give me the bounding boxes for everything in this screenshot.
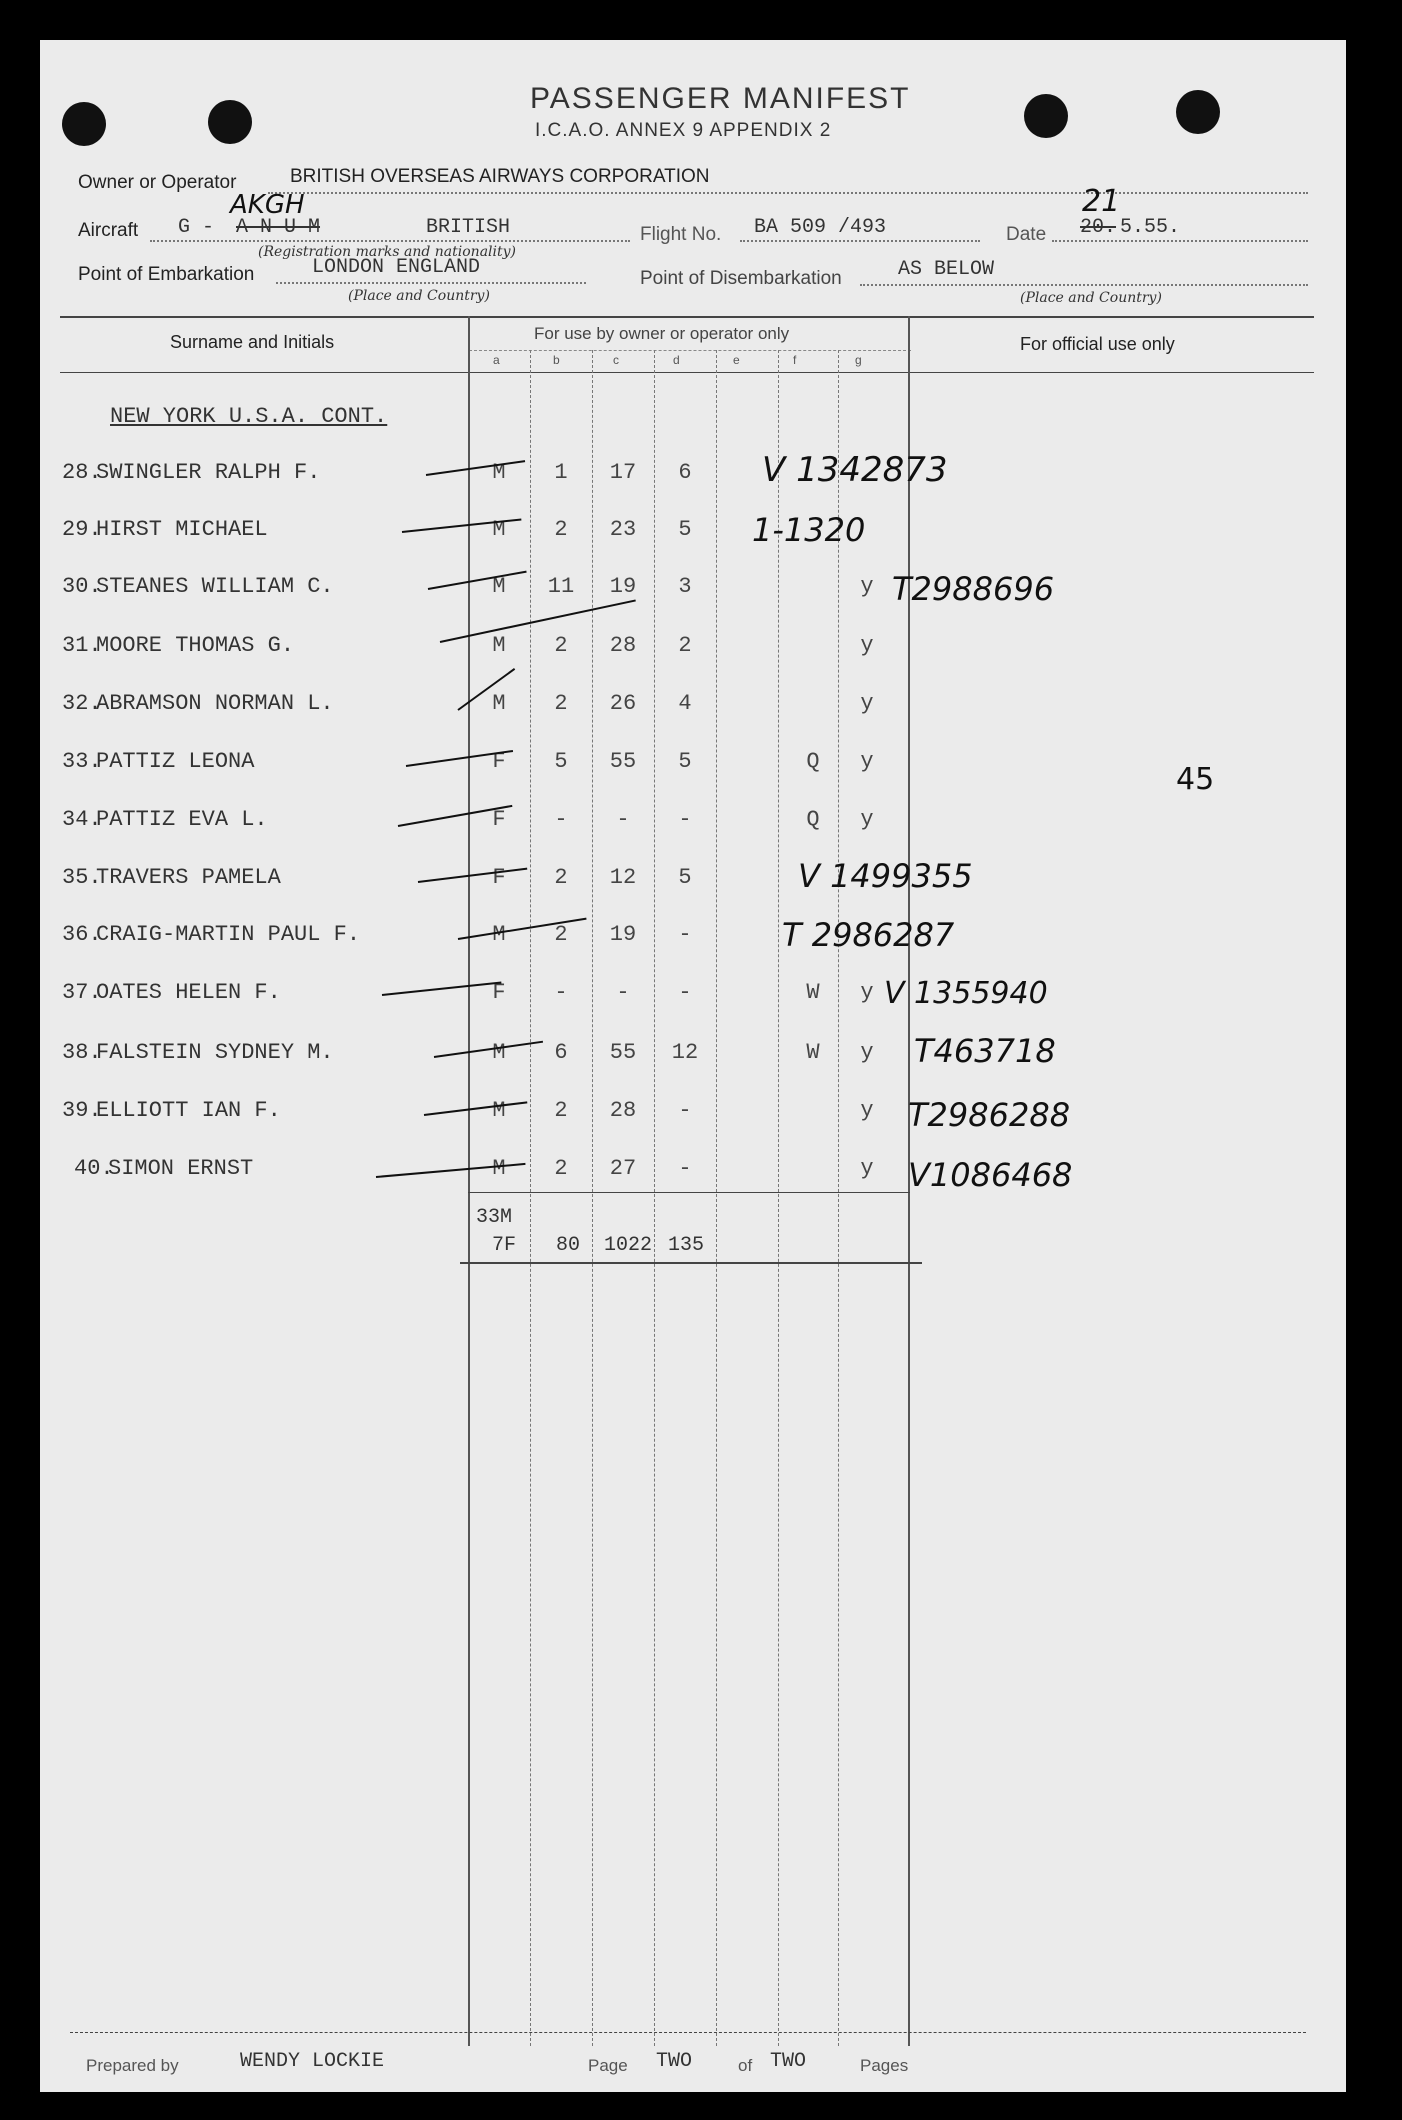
table-row — [62, 570, 1302, 614]
cell-a: M — [492, 1156, 506, 1181]
subcol-e: e — [733, 353, 740, 367]
punch-hole-3 — [1024, 94, 1068, 138]
cell-g: y — [860, 1040, 874, 1065]
cell-a: F — [492, 865, 506, 890]
total-male: 33M — [476, 1206, 513, 1229]
cell-b: - — [554, 807, 568, 832]
disembark-value: AS BELOW — [898, 258, 995, 281]
cell-g: y — [860, 1156, 874, 1181]
cell-a: M — [492, 691, 506, 716]
passenger-name: MOORE THOMAS G. — [96, 633, 295, 658]
handwritten-visa-number: V 1499355 — [798, 857, 973, 895]
punch-hole-1 — [62, 102, 106, 146]
cell-d: 3 — [678, 574, 692, 599]
cell-b: 2 — [554, 691, 568, 716]
row-number: 28. — [62, 460, 102, 485]
row-number: 30. — [62, 574, 102, 599]
passenger-name: PATTIZ LEONA — [96, 749, 255, 774]
row-number: 29. — [62, 517, 102, 542]
cell-f: W — [806, 980, 820, 1005]
embark-note: (Place and Country) — [348, 288, 490, 304]
pages-label: Pages — [860, 2056, 909, 2075]
cell-a: F — [492, 749, 506, 774]
passenger-name: PATTIZ EVA L. — [96, 807, 268, 832]
row-number: 35. — [62, 865, 102, 890]
totals-bottom-rule — [460, 1262, 922, 1264]
table-row — [62, 511, 1302, 557]
row-number: 33. — [62, 749, 102, 774]
aircraft-handwritten: AKGH — [230, 190, 305, 220]
cell-c: 55 — [609, 1040, 637, 1065]
table-row — [62, 749, 1302, 789]
row-number: 40. — [74, 1156, 114, 1181]
page-label: Page — [588, 2056, 628, 2075]
date-label: Date — [1006, 224, 1047, 245]
cell-b: 1 — [554, 460, 568, 485]
table-row — [62, 1156, 1302, 1196]
cell-g: y — [860, 749, 874, 774]
passenger-name: STEANES WILLIAM C. — [96, 574, 334, 599]
date-value: 5.55. — [1120, 216, 1181, 239]
cell-a: M — [492, 922, 506, 947]
cell-d: - — [678, 1156, 692, 1181]
table-row — [62, 916, 1302, 962]
passenger-name: TRAVERS PAMELA — [96, 865, 281, 890]
cell-c: 19 — [609, 922, 637, 947]
row-number: 37. — [62, 980, 102, 1005]
aircraft-line — [150, 240, 630, 242]
row-number: 38. — [62, 1040, 102, 1065]
registration-note: (Registration marks and nationality) — [258, 244, 516, 260]
cell-c: - — [616, 807, 630, 832]
cell-c: - — [616, 980, 630, 1005]
row-number: 34. — [62, 807, 102, 832]
cell-b: 2 — [554, 517, 568, 542]
table-row — [62, 807, 1302, 847]
cell-d: 5 — [678, 865, 692, 890]
cell-b: 11 — [547, 574, 575, 599]
cell-a: M — [492, 1040, 506, 1065]
flight-value: BA 509 /493 — [754, 216, 887, 239]
table-top-rule — [60, 316, 1314, 318]
handwritten-visa-number: T 2986287 — [782, 916, 955, 954]
prepared-label: Prepared by — [86, 2056, 179, 2075]
footer-rule — [70, 2032, 1306, 2033]
passenger-name: CRAIG-MARTIN PAUL F. — [96, 922, 361, 947]
passenger-name: SIMON ERNST — [108, 1156, 254, 1181]
date-handwritten: 21 — [1082, 184, 1121, 219]
cell-c: 19 — [609, 574, 637, 599]
passenger-name: ELLIOTT IAN F. — [96, 1098, 281, 1123]
handwritten-visa-number: V1086468 — [908, 1156, 1073, 1194]
aircraft-label: Aircraft — [78, 220, 139, 241]
table-row — [62, 976, 1302, 1020]
page-value: TWO — [656, 2050, 693, 2073]
handwritten-visa-number: T2988696 — [892, 570, 1055, 608]
subcol-a: a — [493, 353, 500, 367]
cell-c: 55 — [609, 749, 637, 774]
handwritten-visa-number: T2986288 — [908, 1096, 1071, 1134]
table-row — [62, 1032, 1302, 1080]
cell-a: M — [492, 517, 506, 542]
cell-f: W — [806, 1040, 820, 1065]
cell-b: 5 — [554, 749, 568, 774]
cell-d: 4 — [678, 691, 692, 716]
cell-b: 2 — [554, 633, 568, 658]
handwritten-visa-number: V 1355940 — [884, 976, 1048, 1011]
embark-line — [276, 282, 586, 284]
cell-g: y — [860, 574, 874, 599]
cell-d: - — [678, 1098, 692, 1123]
totals-top-rule — [468, 1192, 910, 1193]
cell-b: 2 — [554, 865, 568, 890]
cell-d: 5 — [678, 749, 692, 774]
cell-g: y — [860, 691, 874, 716]
cell-c: 17 — [609, 460, 637, 485]
passenger-name: HIRST MICHAEL — [96, 517, 268, 542]
table-row — [62, 450, 1302, 500]
cell-d: 5 — [678, 517, 692, 542]
page-title: PASSENGER MANIFEST — [530, 82, 911, 115]
col-name-header: Surname and Initials — [170, 332, 335, 352]
cell-a: M — [492, 1098, 506, 1123]
of-value: TWO — [770, 2050, 807, 2073]
flight-label: Flight No. — [640, 224, 722, 245]
col-official-header: For official use only — [1020, 334, 1175, 354]
date-line — [1052, 240, 1308, 242]
owner-line — [268, 192, 1308, 194]
passenger-name: FALSTEIN SYDNEY M. — [96, 1040, 334, 1065]
subcol-g: g — [855, 353, 862, 367]
cell-g: y — [860, 1098, 874, 1123]
row-number: 36. — [62, 922, 102, 947]
cell-b: 2 — [554, 1098, 568, 1123]
cell-a: F — [492, 807, 506, 832]
row-number: 31. — [62, 633, 102, 658]
nationality-value: BRITISH — [426, 216, 511, 239]
embark-label: Point of Embarkation — [78, 264, 255, 285]
section-heading: NEW YORK U.S.A. CONT. — [110, 404, 388, 429]
total-female: 7F — [492, 1234, 517, 1257]
cell-b: - — [554, 980, 568, 1005]
cell-a: M — [492, 460, 506, 485]
total-d: 135 — [668, 1234, 705, 1257]
punch-hole-4 — [1176, 90, 1220, 134]
cell-d: 12 — [671, 1040, 699, 1065]
table-header-bottom-rule — [60, 372, 1314, 373]
handwritten-visa-number: 1-1320 — [752, 511, 866, 549]
subcol-d: d — [673, 353, 680, 367]
cell-d: 6 — [678, 460, 692, 485]
aircraft-struck: A N U M — [236, 216, 321, 239]
passenger-name: ABRAMSON NORMAN L. — [96, 691, 334, 716]
owner-label: Owner or Operator — [78, 172, 237, 193]
subcol-f: f — [793, 353, 797, 367]
cell-c: 26 — [609, 691, 637, 716]
operator-subheader-rule — [469, 350, 911, 351]
cell-b: 6 — [554, 1040, 568, 1065]
cell-g: y — [860, 807, 874, 832]
aircraft-prefix: G - — [178, 216, 215, 239]
cell-g: y — [860, 633, 874, 658]
cell-c: 12 — [609, 865, 637, 890]
handwritten-visa-number: T463718 — [914, 1032, 1056, 1070]
table-row — [62, 1098, 1302, 1138]
subcol-c: c — [613, 353, 619, 367]
table-row — [62, 857, 1302, 905]
cell-c: 28 — [609, 1098, 637, 1123]
cell-c: 23 — [609, 517, 637, 542]
disembark-note: (Place and Country) — [1020, 290, 1162, 306]
subcol-b: b — [553, 353, 560, 367]
total-b: 80 — [556, 1234, 581, 1257]
embark-value: LONDON ENGLAND — [312, 256, 481, 279]
handwritten-visa-number: V 1342873 — [762, 450, 948, 490]
cell-d: - — [678, 922, 692, 947]
cell-b: 2 — [554, 1156, 568, 1181]
cell-a: F — [492, 980, 506, 1005]
flight-line — [740, 240, 980, 242]
row-number: 32. — [62, 691, 102, 716]
punch-hole-2 — [208, 100, 252, 144]
cell-d: 2 — [678, 633, 692, 658]
cell-c: 28 — [609, 633, 637, 658]
disembark-label: Point of Disembarkation — [640, 268, 842, 289]
owner-value: BRITISH OVERSEAS AIRWAYS CORPORATION — [290, 166, 710, 187]
cell-b: 2 — [554, 922, 568, 947]
of-label: of — [738, 2056, 753, 2075]
table-row — [62, 691, 1302, 731]
margin-note: 45 — [1176, 762, 1215, 797]
cell-a: M — [492, 574, 506, 599]
passenger-name: OATES HELEN F. — [96, 980, 281, 1005]
cell-d: - — [678, 980, 692, 1005]
prepared-value: WENDY LOCKIE — [240, 2050, 385, 2073]
passenger-name: SWINGLER RALPH F. — [96, 460, 321, 485]
cell-a: M — [492, 633, 506, 658]
disembark-line — [860, 284, 1308, 286]
row-number: 39. — [62, 1098, 102, 1123]
col-operator-header: For use by owner or operator only — [534, 324, 790, 343]
date-struck: 20. — [1080, 216, 1117, 239]
cell-g: y — [860, 980, 874, 1005]
cell-d: - — [678, 807, 692, 832]
cell-f: Q — [806, 749, 820, 774]
page-subtitle: I.C.A.O. ANNEX 9 APPENDIX 2 — [535, 120, 832, 141]
table-row — [62, 633, 1302, 673]
manifest-sheet — [40, 40, 1346, 2092]
cell-f: Q — [806, 807, 820, 832]
total-c: 1022 — [604, 1234, 653, 1257]
cell-c: 27 — [609, 1156, 637, 1181]
